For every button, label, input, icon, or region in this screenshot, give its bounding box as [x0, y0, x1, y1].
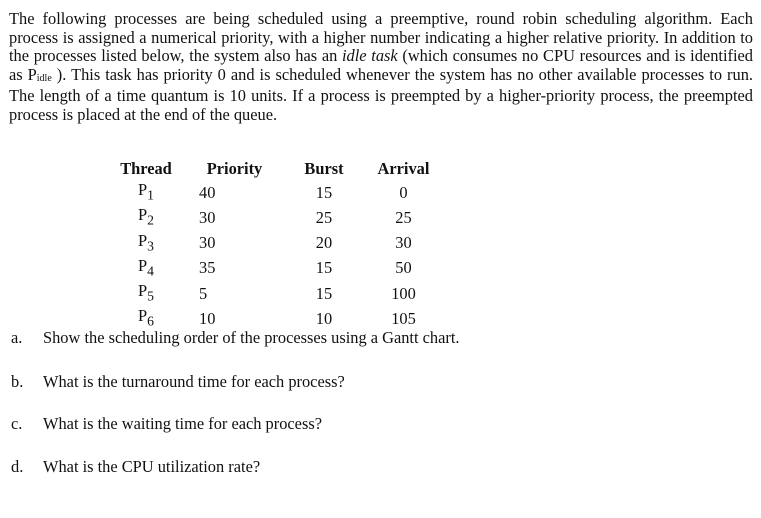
table-row — [111, 256, 447, 281]
header-thread: Thread — [120, 159, 172, 178]
thread-cell: $P_3$ — [138, 230, 154, 253]
arrival-cell: 30 — [395, 233, 412, 253]
question-text: What is the CPU utilization rate? — [43, 457, 261, 476]
arrival-cell: 105 — [391, 309, 416, 329]
priority-cell: 10 — [199, 309, 216, 329]
question-text: What is the waiting time for each process? — [43, 414, 322, 433]
arrival-cell: 25 — [395, 207, 412, 227]
question-c — [11, 414, 322, 433]
priority-cell: 35 — [199, 258, 216, 278]
burst-cell: 15 — [315, 182, 333, 202]
idle-task-term: idle task — [342, 46, 398, 66]
thread-cell: $P_2$ — [138, 205, 154, 228]
burst-cell: 25 — [315, 207, 333, 227]
thread-cell: $P_6$ — [138, 306, 154, 329]
arrival-cell: 0 — [399, 182, 408, 202]
priority-cell: 30 — [199, 207, 216, 227]
question-a — [11, 328, 460, 347]
priority-cell: 5 — [199, 283, 208, 303]
table-header-row — [111, 158, 447, 180]
question-label: d. — [11, 457, 24, 476]
table-row — [111, 231, 447, 256]
burst-cell: 20 — [315, 233, 333, 253]
priority-cell: 40 — [199, 182, 216, 202]
question-label: b. — [11, 372, 24, 391]
thread-cell: $P_5$ — [138, 281, 154, 304]
burst-cell: 15 — [315, 258, 333, 278]
header-arrival: Arrival — [377, 159, 430, 178]
question-d — [11, 457, 260, 476]
thread-cell: $P_1$ — [138, 180, 154, 203]
process-table — [111, 158, 447, 332]
thread-cell: $P_4$ — [138, 255, 154, 279]
table-row — [111, 205, 447, 230]
question-label: a. — [11, 328, 23, 347]
question-b — [11, 372, 345, 391]
problem-statement — [9, 10, 753, 125]
question-label: c. — [11, 414, 23, 433]
intro-text-3: ). This task has priority 0 and is scheduled whenever the system has no other available processes to run. The length of a time quantum is 10 units. If a process is preempted by a higher-priority process, the preempted process is placed at the end of the queue. — [9, 64, 753, 124]
priority-cell: 30 — [199, 233, 216, 253]
header-priority: Priority — [206, 159, 263, 178]
arrival-cell: 100 — [391, 283, 416, 303]
question-text: What is the turnaround time for each process? — [43, 372, 345, 391]
intro-text-2: (which consumes no CPU resources and is identified as P — [9, 46, 753, 84]
burst-cell: 10 — [315, 309, 333, 329]
question-text: Show the scheduling order of the processes using a Gantt chart. — [43, 328, 460, 347]
header-burst: Burst — [304, 159, 344, 178]
intro-text-1: The following processes are being scheduled using a preemptive, round robin scheduling algorithm. Each process is assigned a numerical priority, with a higher number indicating a higher relative priority. In addition to the processes listed below, the system also has an — [9, 9, 753, 66]
table-row — [111, 281, 447, 306]
table-row — [111, 180, 447, 205]
burst-cell: 15 — [315, 283, 333, 303]
arrival-cell: 50 — [395, 258, 412, 278]
idle-subscript: idle — [36, 72, 52, 84]
